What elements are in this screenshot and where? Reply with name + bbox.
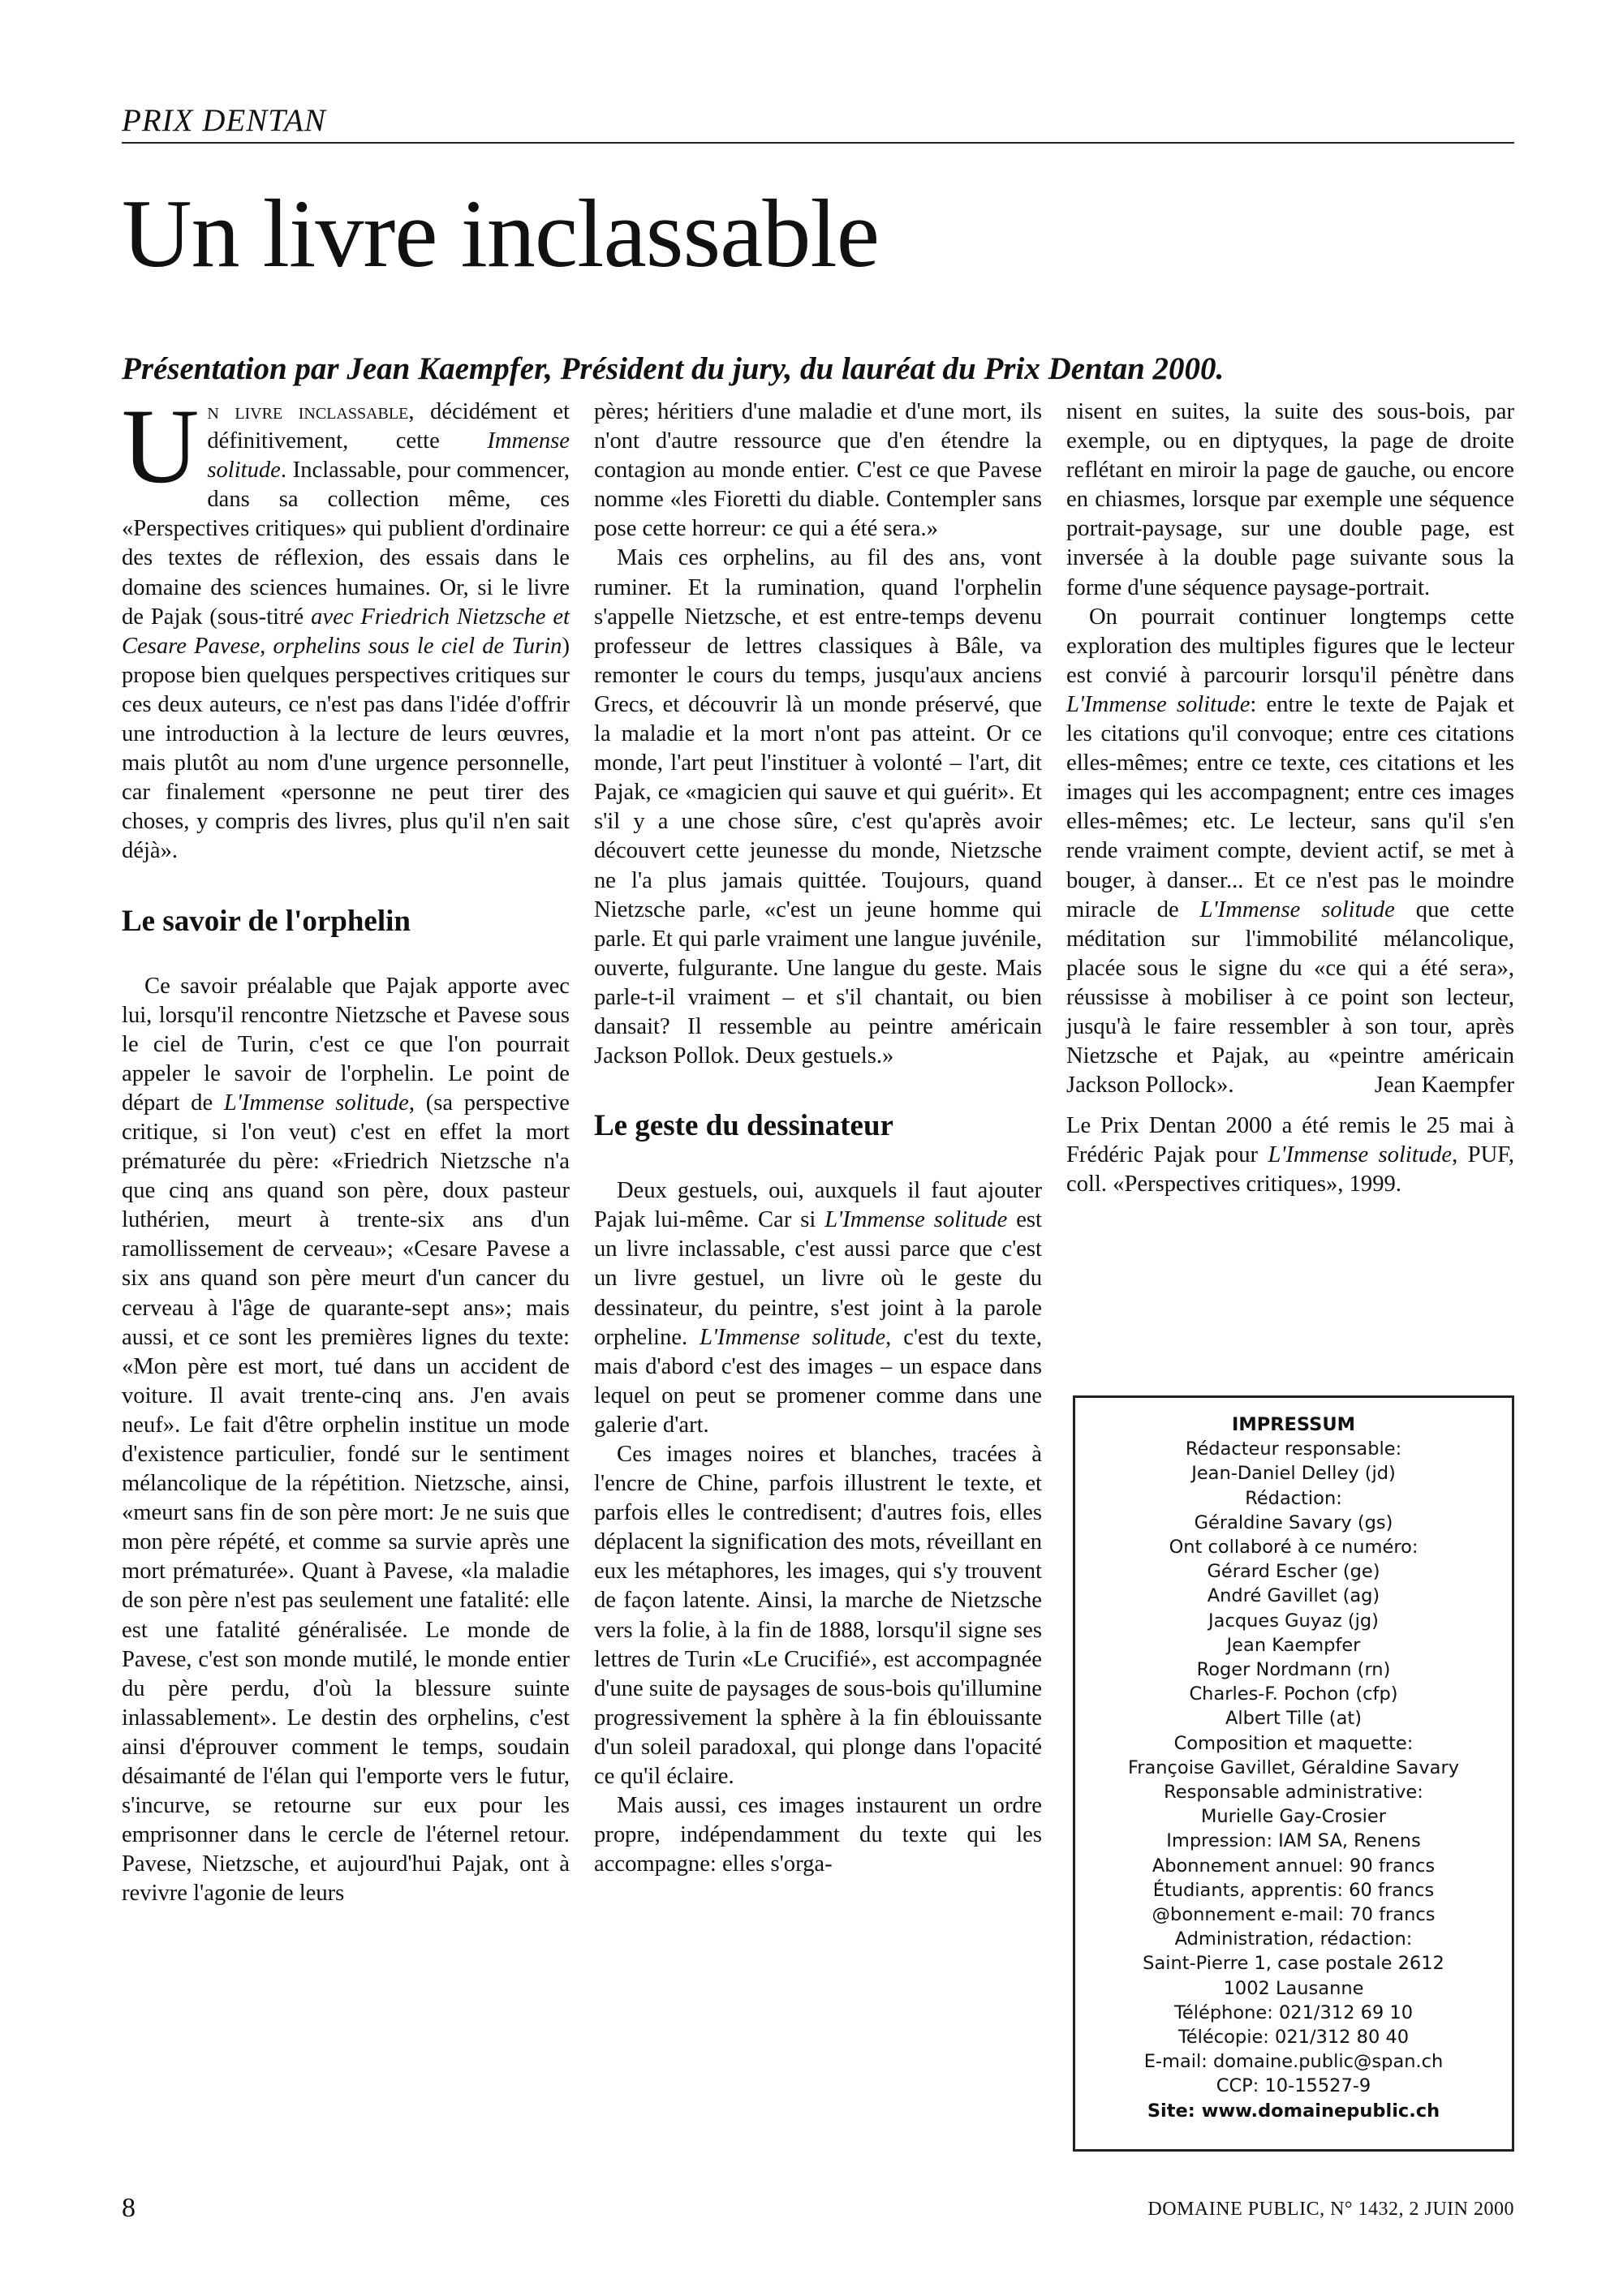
paragraph: pères; héritiers d'une maladie et d'une mort, ils n'ont d'autre ressource que d'en étendre la contagion au monde entier. C'est ce que Pavese nomme «les Fioretti du diable. Contempler sans pose cette horreur: ce qui a été sera.» [594, 399, 1042, 542]
article-page [122, 0, 1514, 2296]
impressum-line: Rédaction: [1245, 1487, 1342, 1509]
impressum-line: Ont collaboré à ce numéro: [1169, 1537, 1419, 1559]
kicker-divider [122, 142, 1514, 144]
paragraph: On pourrait continuer longtemps cette exploration des multiples figures que le lecteur est convié à parcourir lorsqu'il pénètre dans L'Immense solitude: entre le texte de Pajak et les citations qu'il convoque; entre ces citations elles-mêmes; entre ce texte, ces citations et les images qui les accompagnent; entre ces images elles-mêmes; etc. Le lecteur, sans qu'il s'en rende vraiment compte, devient actif, se met à bouger, à danser... Et ce n'est pas le moindre miracle de L'Immense solitude que cette méditation sur l'immobilité mélancolique, placée sous le signe du «ce qui a été sera», réussisse à mobiliser à ce point son lecteur, jusqu'à le faire ressembler à son tour, après Nietzsche et Pajak, au «peintre américain Jackson Pollock». Jean Kaempfer [1066, 603, 1514, 1101]
impressum-line: Gérard Escher (ge) [1207, 1561, 1380, 1583]
impressum-box [1073, 1395, 1514, 2152]
section-kicker: PRIX DENTAN [122, 103, 326, 138]
impressum-website[interactable]: Site: www.domainepublic.ch [1147, 2100, 1440, 2122]
impressum-line[interactable]: E-mail: domaine.public@span.ch [1143, 2051, 1444, 2073]
section-heading: Le savoir de l'orphelin [122, 904, 411, 938]
page-number: 8 [122, 2193, 136, 2223]
impressum-line: @bonnement e-mail: 70 francs [1152, 1904, 1436, 1926]
book-title: L'Immense solitude [1066, 691, 1251, 717]
impressum-line: Composition et maquette: [1173, 1732, 1414, 1754]
impressum-line: Murielle Gay-Crosier [1200, 1806, 1387, 1828]
paragraph: Ce savoir préalable que Pajak apporte avec lui, lorsqu'il rencontre Nietzsche et Pavese sous le ciel de Turin, c'est ce que l'on pourrait appeler le savoir de l'orphelin. Le point de départ de L'Immense solitude, (sa perspective critique, si l'on veut) c'est en effet la mort prématurée du père: «Friedrich Nietzsche n'a que cinq ans quand son père, doux pasteur luthérien, meurt à trente-six ans d'un ramollissement de cerveau»; «Cesare Pavese a six ans quand son père meurt d'un cancer du cerveau à l'âge de quarante-sept ans»; mais aussi, et ce sont les premières lignes du texte: «Mon père est mort, tué dans un accident de voiture. Il avait trente-cinq ans. J'en avais neuf». Le fait d'être orphelin institue un mode d'existence particulier, fondé sur le sentiment mélancolique de la répétition. Nietzsche, ainsi, «meurt sans fin de son père mort: Je ne suis que mon père répété, et comme sa survie après une mort prématurée». Quant à Pavese, «la maladie de son père n'est pas seulement une fatalité: elle est une fatalité généralisée. Le monde de Pavese, c'est son monde mutilé, le monde entier du père perdu, d'où la blessure suinte inlassablement». Le destin des orphelins, c'est ainsi d'éprouver comment le temps, soudain désaimanté de l'élan qui l'emporte vers le futur, s'incurve, se retourne sur eux pour les emprisonner dans le cercle de l'éternel retour. Pavese, Nietzsche, et aujourd'hui Pajak, ont à revivre l'agonie de leurs [122, 973, 570, 1907]
impressum-line: Téléphone: 021/312 69 10 [1173, 2001, 1414, 2023]
paragraph: Mais ces orphelins, au fil des ans, vont ruminer. Et la rumination, quand l'orphelin s'appelle Nietzsche, et est entre-temps devenu professeur de lettres classiques à Bâle, va remonter le cours du temps, jusqu'aux anciens Grecs, et découvrir là un monde préservé, que la maladie et la mort n'ont pas atteint. Or ce monde, l'art peut l'instituer à volonté – l'art, dit Pajak, ce «magicien qui sauve et qui guérit». Et s'il y a une chose sûre, c'est qu'après avoir découvert cette jeunesse du monde, Nietzsche ne l'a plus jamais quittée. Toujours, quand Nietzsche parle, «c'est un jeune homme qui parle. Et qui parle vraiment une langue juvénile, ouverte, fulgurante. Une langue du geste. Mais parle-t-il vraiment – et s'il chantait, ou bien dansait? Il ressemble au peintre américain Jackson Pollok. Deux gestuels.» [594, 545, 1042, 1069]
book-title: L'Immense solitude [824, 1207, 1008, 1233]
section-heading: Le geste du dessinateur [594, 1109, 893, 1143]
impressum-line: 1002 Lausanne [1223, 1977, 1364, 1999]
article-column-3 [1066, 398, 1514, 1200]
impressum-line: Administration, rédaction: [1174, 1928, 1413, 1950]
impressum-line: Jacques Guyaz (jg) [1208, 1610, 1379, 1632]
impressum-line: Françoise Gavillet, Géraldine Savary [1127, 1756, 1460, 1778]
paragraph: Deux gestuels, oui, auxquels il faut ajouter Pajak lui-même. Car si L'Immense solitude est un livre inclassable, c'est aussi parce que c'est un livre gestuel, un livre où le geste du dessinateur, du peintre, s'est joint à la parole orpheline. L'Immense solitude, c'est du texte, mais d'abord c'est des images – un espace dans lequel on peut se promener comme dans une galerie d'art. [594, 1178, 1042, 1438]
book-title: L'Immense solitude [223, 1090, 409, 1116]
article-headline: Un livre inclassable [122, 179, 880, 287]
impressum-line: Impression: IAM SA, Renens [1166, 1830, 1421, 1852]
impressum-line: Saint-Pierre 1, case postale 2612 [1143, 1953, 1444, 1975]
article-column-2 [594, 398, 1042, 1879]
paragraph: Ces images noires et blanches, tracées à l'encre de Chine, parfois illustrent le texte, et parfois elles le contredisent; d'autres fois, elles déplacent la signification des mots, réveillant en eux les métaphores, les images, qui s'y trouvent de façon latente. Ainsi, la marche de Nietzsche vers la folie, à la fin de 1888, lorsqu'il signe ses lettres de Turin «Le Crucifié», est accompagnée d'une suite de paysages de sous-bois qu'illumine progressivement la sphère à la fin éblouissante d'un soleil paradoxal, qui plonge dans l'opacité ce qu'il éclaire. [594, 1442, 1042, 1790]
impressum-line: Jean-Daniel Delley (jd) [1191, 1463, 1396, 1485]
book-title: Immense solitude [207, 428, 570, 484]
article-standfirst: Présentation par Jean Kaempfer, Président du jury, du lauréat du Prix Dentan 2000. [122, 351, 1225, 386]
impressum-line: Roger Nordmann (rn) [1196, 1659, 1391, 1681]
award-note: Le Prix Dentan 2000 a été remis le 25 mai à Frédéric Pajak pour L'Immense solitude, PUF, coll. «Perspectives critiques», 1999. [1066, 1113, 1514, 1197]
impressum-line: Rédacteur responsable: [1185, 1438, 1402, 1460]
impressum-line: André Gavillet (ag) [1207, 1585, 1380, 1607]
book-title: L'Immense solitude [700, 1324, 886, 1350]
article-column-1 [122, 386, 570, 1909]
impressum-lines [1075, 1437, 1512, 2098]
paragraph: nisent en suites, la suite des sous-bois, par exemple, ou en diptyques, la page de droite reflétant en miroir la page de gauche, ou encore en chiasmes, lorsque par exemple une séquence portrait-paysage, sur une double page, est inversée à la double page suivante sous la forme d'une séquence paysage-portrait. [1066, 399, 1514, 600]
impressum-line: Géraldine Savary (gs) [1194, 1511, 1393, 1533]
impressum-line: Jean Kaempfer [1226, 1634, 1361, 1656]
publication-footer: DOMAINE PUBLIC, N° 1432, 2 JUIN 2000 [1147, 2199, 1514, 2220]
impressum-line: Étudiants, apprentis: 60 francs [1152, 1879, 1435, 1901]
drop-cap: U [122, 386, 200, 505]
book-title: L'Immense solitude [1199, 896, 1395, 922]
book-title: L'Immense solitude [1268, 1142, 1453, 1168]
paragraph: Mais aussi, ces images instaurent un ordre propre, indépendamment du texte qui les accompagne: elles s'orga- [594, 1793, 1042, 1877]
impressum-line: Albert Tille (at) [1225, 1708, 1362, 1730]
book-subtitle: avec Friedrich Nietzsche et Cesare Pavese, orphelins sous le ciel de Turin [122, 604, 570, 659]
impressum-line: CCP: 10-15527-9 [1216, 2075, 1371, 2097]
impressum-line: Charles-F. Pochon (cfp) [1189, 1683, 1398, 1705]
impressum-line: Responsable administrative: [1164, 1782, 1423, 1804]
impressum-line: Télécopie: 021/312 80 40 [1177, 2027, 1410, 2049]
paragraph: Un livre inclassable, décidément et définitivement, cette Immense solitude. Inclassable, pour commencer, dans sa collection même, ces «Perspectives critiques» qui publient d'ordinaire des textes de réflexion, des essais dans le domaine des sciences humaines. Or, si le livre de Pajak (sous-titré avec Friedrich Nietzsche et Cesare Pavese, orphelins sous le ciel de Turin) propose bien quelques perspectives critiques sur ces deux auteurs, ce n'est pas dans l'idée d'offrir une introduction à la lecture de leurs œuvres, mais plutôt au nom d'une urgence personnelle, car finalement «personne ne peut tirer des choses, y compris des livres, plus qu'il n'en sait déjà». [122, 386, 570, 864]
impressum-title: IMPRESSUM [1231, 1414, 1355, 1435]
author-signature: Jean Kaempfer [1374, 1073, 1514, 1099]
impressum-line: Abonnement annuel: 90 francs [1152, 1855, 1436, 1877]
